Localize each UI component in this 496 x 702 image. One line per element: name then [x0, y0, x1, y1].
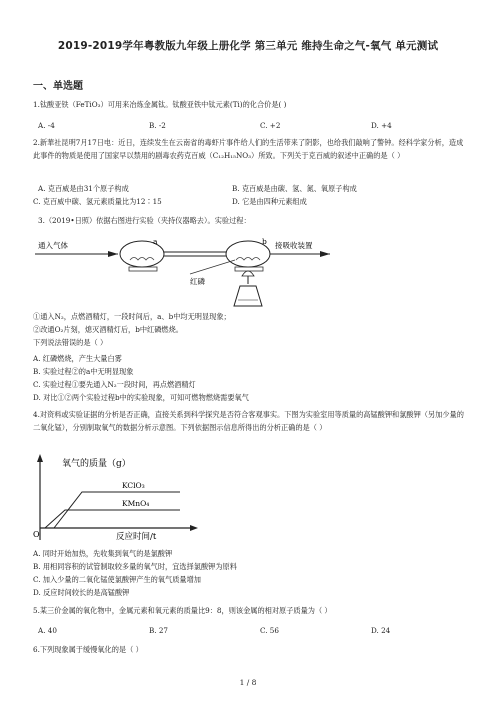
section-heading: 一、单选题	[33, 81, 83, 92]
q6-stem: 6.下列现象属于缓慢氧化的是（ ）	[33, 645, 143, 654]
phosphorus-b	[236, 258, 260, 261]
arrow-icon	[320, 251, 330, 257]
q5-option-d: D. 24	[371, 626, 391, 635]
q2-option-b: B. 克百威是由碳、氢、氮、氧原子构成	[232, 184, 357, 193]
q5-stem: 5.某三价金属的氧化物中，金属元素和氧元素的质量比9：8，则该金属的相对原子质量为（ ）	[33, 606, 332, 615]
q2-option-d: D. 它是由四种元素组成	[232, 197, 307, 206]
q5-option-a: A. 40	[38, 626, 57, 635]
label-b: b	[262, 237, 267, 246]
gas-in-label: 通入气体	[38, 241, 68, 250]
q3-step-1: ①通入N₂，点燃酒精灯，一段时间后，a、b中均无明显现象；	[33, 312, 231, 321]
y-axis-arrow-icon	[37, 454, 43, 462]
page-number: 1 / 8	[239, 678, 257, 687]
q4-option-b: B. 用相同容积的试管制取较多量的氧气时，宜选择氯酸钾为原料	[33, 562, 237, 571]
y-axis-label: 氧气的质量（g）	[62, 459, 131, 469]
q3-option-a: A. 红磷燃烧，产生大量白雾	[33, 354, 122, 363]
q3-option-b: B. 实验过程②的a中无明显现象	[33, 367, 134, 376]
q4-option-c: C. 加入少量的二氧化锰使氯酸钾产生的氧气质量增加	[33, 575, 201, 584]
receiver-label: 接吸收装置	[275, 241, 313, 250]
arrow-icon	[108, 251, 118, 257]
flame-icon	[242, 271, 254, 276]
x-axis-arrow-icon	[190, 525, 198, 531]
series-label-kclo3: KClO₃	[122, 481, 145, 490]
q1-option-a: A. -4	[38, 121, 55, 130]
q2-option-c: C. 克百威中碳、氢元素质量比为12∶15	[33, 197, 162, 206]
q4-option-d: D. 反应时间较长的是高锰酸钾	[33, 588, 130, 597]
q4-stem: 4.对资料或实验证据的分析是否正确，直接关系到科学探究是否符合客观事实。下图为实验室用等质量的高锰酸钾和氯酸钾（另加少量的二氧化锰），分别制取氧气的数据分析示意图。下列依据图示信息所得出的分析正确的是（ ）	[33, 410, 464, 432]
q2-option-a: A. 克百威是由31个原子构成	[38, 184, 129, 193]
q3-step-2: ②改通O₂片刻，熄灭酒精灯后，b中红磷燃烧。	[33, 325, 183, 334]
q1-stem: 1.钛酸亚铁（FeTiO₃）可用来冶炼金属钛。钛酸亚铁中钛元素(Ti)的化合价是( )	[33, 100, 287, 109]
q1-option-c: C. +2	[260, 121, 281, 130]
q3-ask: 下列说法错误的是（ ）	[33, 338, 108, 347]
phosphorus-a	[130, 258, 154, 261]
x-axis-label: 反应时间/t	[116, 532, 157, 542]
q5-option-c: C. 56	[260, 626, 279, 635]
label-a: a	[153, 237, 158, 246]
oxygen-mass-chart	[30, 452, 205, 544]
alcohol-lamp	[234, 286, 262, 306]
apparatus-diagram	[30, 230, 360, 310]
q3-option-d: D. 对比①②两个实验过程b中的实验现象，可知可燃物燃烧需要氧气	[33, 393, 249, 402]
q5-option-b: B. 27	[149, 626, 168, 635]
series-label-kmno4: KMnO₄	[122, 499, 150, 508]
q2-stem: 2.新華社昆明7月17日电：近日，连续发生在云南省的毒虾片事件给人们的生活带来了阴影，也给我们敲响了警钟。经科学家分析，造成此事件的物质是使用了国家早以禁用的剧毒农药克百威（C₁₂H₁₅NO₃）所致。下列关于克百威的叙述中正确的是（ ）	[33, 138, 464, 160]
q3-stem: 3.（2019•日照）依据右图进行实验（夹持仪器略去）。实验过程：	[38, 216, 251, 225]
q4-option-a: A. 同时开始加热，先收集到氧气的是氯酸钾	[33, 549, 173, 558]
q3-option-c: C. 实验过程①要先通入N₂一段时间，再点燃酒精灯	[33, 380, 196, 389]
red-phosphorus-label: 红磷	[190, 277, 205, 286]
page-title: 2019-2019学年粤教版九年级上册化学 第三单元 维持生命之气-氧气 单元测试	[57, 40, 439, 52]
q1-option-b: B. -2	[149, 121, 166, 130]
series-line-kmno4	[45, 510, 180, 528]
q1-option-d: D. +4	[371, 121, 392, 130]
origin-label: O	[33, 530, 40, 539]
